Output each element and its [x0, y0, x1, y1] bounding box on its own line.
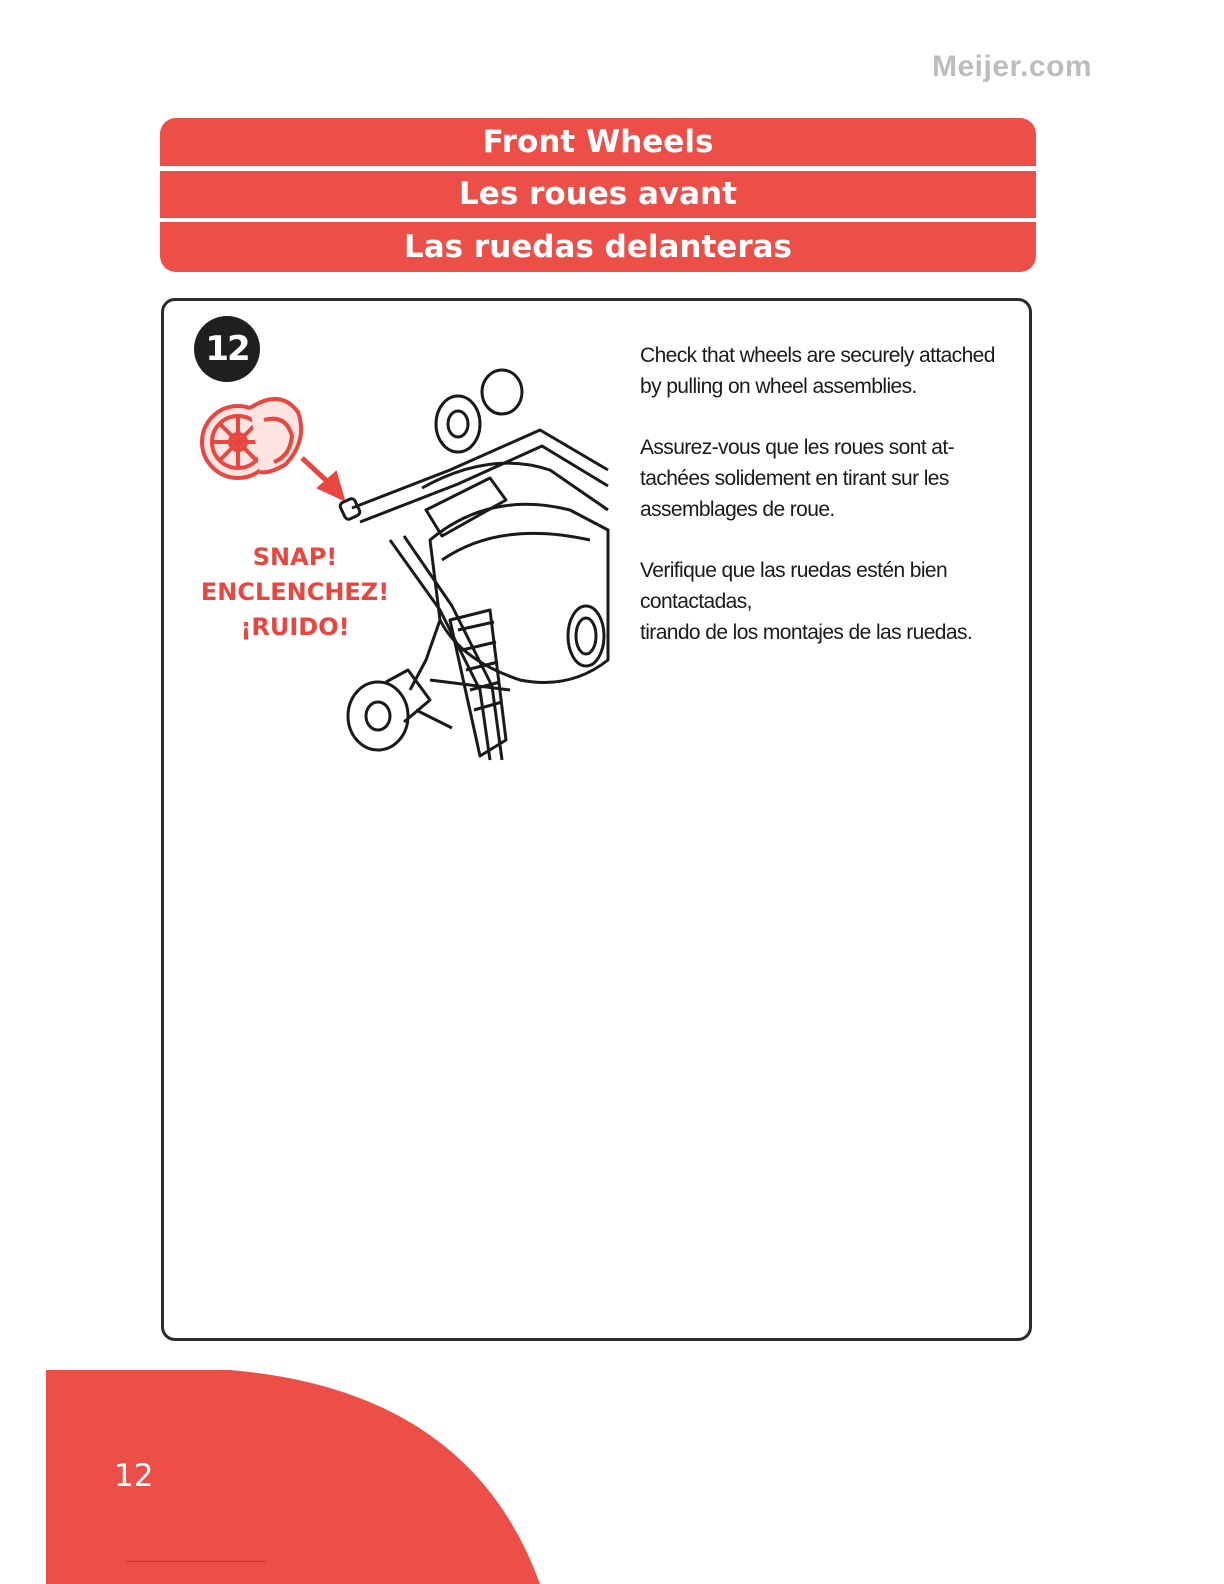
- title-french: Les roues avant: [160, 171, 1036, 218]
- title-spanish: Las ruedas delanteras: [160, 222, 1036, 272]
- step-number-badge: 12: [194, 316, 260, 382]
- footer-link-rule: [126, 1561, 266, 1562]
- section-title-block: [160, 118, 1036, 272]
- instructions-text: [640, 340, 1020, 678]
- snap-label-english: SNAP!: [252, 543, 338, 571]
- arrow-icon: [302, 458, 344, 500]
- instruction-spanish: Verifique que las ruedas estén bien contactadas, tirando de los montajes de las ruedas.: [640, 559, 973, 644]
- page-number: 12: [114, 1458, 154, 1494]
- detached-wheel-icon: [202, 399, 301, 478]
- snap-label-french: ENCLENCHEZ!: [200, 578, 390, 606]
- footer-corner-shape: [0, 1370, 560, 1584]
- snap-callout: [190, 540, 400, 645]
- title-english: Front Wheels: [160, 118, 1036, 166]
- watermark: Meijer.com: [932, 50, 1093, 83]
- instruction-english: Check that wheels are securely attached by pulling on wheel assemblies.: [640, 344, 995, 398]
- snap-label-spanish: ¡RUIDO!: [240, 613, 350, 641]
- instruction-french: Assurez-vous que les roues sont at- tachées solidement en tirant sur les assemblages de roue.: [640, 436, 954, 521]
